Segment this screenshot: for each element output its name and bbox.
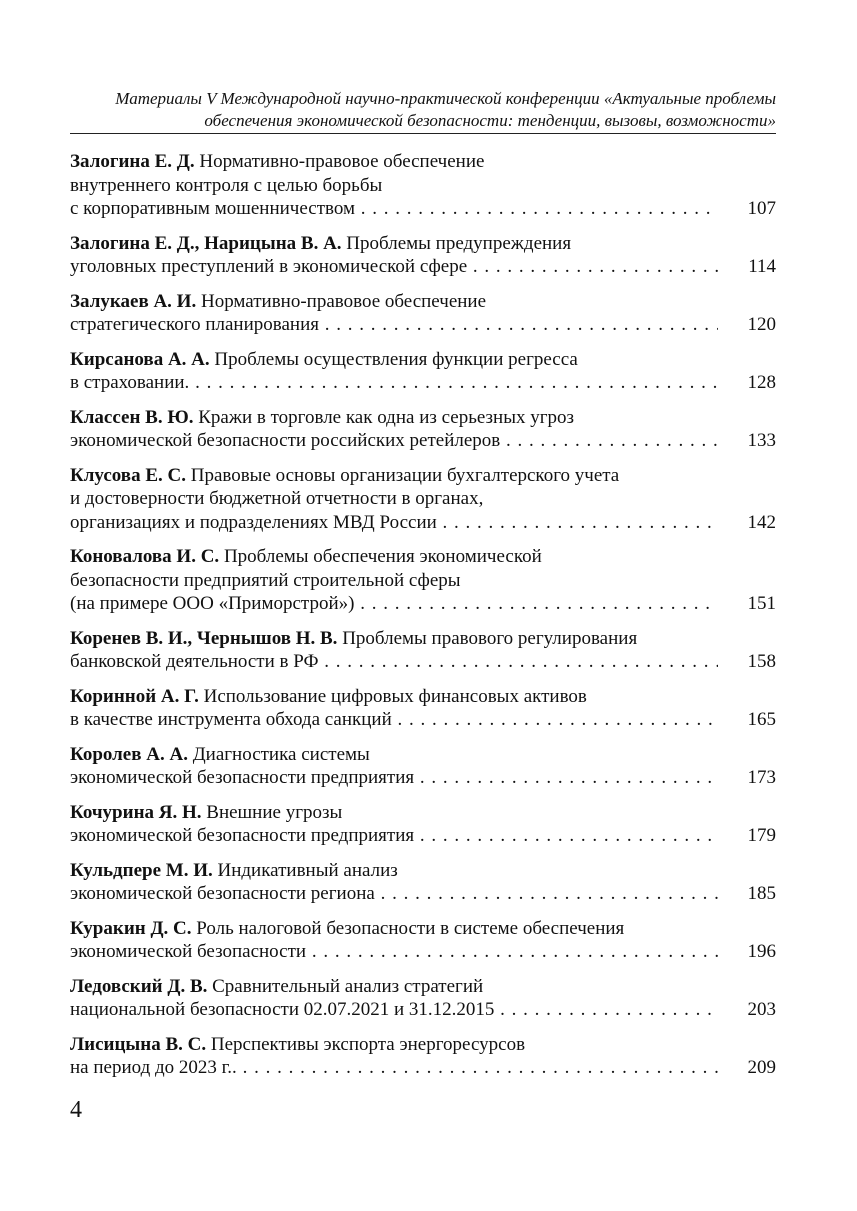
toc-entry-title-with-leader [70, 882, 718, 906]
toc-entry-page-number: 209 [747, 1057, 776, 1078]
toc-entry-line [70, 1033, 776, 1057]
toc-entry-line [70, 743, 776, 767]
toc-entry-title-with-leader [70, 429, 718, 453]
toc-entry [70, 801, 776, 848]
toc-entry-last-line [70, 313, 776, 337]
toc-entry-title-text: организациях и подразделениях МВД России [70, 511, 437, 533]
toc-entry-page-number: 173 [747, 767, 776, 788]
toc-entry-title-text: и достоверности бюджетной отчетности в органах, [70, 488, 484, 509]
toc-entry-page-number: 151 [747, 593, 776, 614]
toc-entry-title-text: в страховании. [70, 372, 190, 393]
toc-entry-last-line [70, 197, 776, 221]
toc-entry-authors: Ледовский Д. В. [70, 975, 208, 997]
toc-entry [70, 743, 776, 790]
toc-entry-last-line [70, 650, 776, 674]
toc-entry-title-text: Диагностика системы [192, 743, 370, 765]
toc-entry-page-number: 203 [747, 999, 776, 1020]
toc-entry-line [70, 348, 776, 372]
toc-entry-last-line [70, 998, 776, 1022]
toc-entry-authors: Залогина Е. Д. [70, 151, 195, 172]
running-header-line-1: Материалы V Международной научно-практической конференции «Актуальные проблемы [115, 89, 776, 108]
toc-entry-line [70, 406, 776, 430]
toc-entry-last-line [70, 766, 776, 790]
toc-entry-title-text: Использование цифровых финансовых активов [203, 685, 587, 707]
toc-entry-page-number: 185 [747, 883, 776, 904]
toc-entry-authors: Куракин Д. С. [70, 917, 192, 939]
toc-entry-authors: Залукаев А. И. [70, 290, 197, 312]
toc-entry-title-text: Правовые основы организации бухгалтерского учета [190, 464, 620, 486]
toc-entry-line [70, 685, 776, 709]
toc-entry-title-text: банковской деятельности в РФ [70, 651, 319, 672]
toc-entry-authors: Кочурина Я. Н. [70, 801, 202, 823]
toc-entry-last-line [70, 592, 776, 616]
toc-entry-title-text: Проблемы предупреждения [346, 232, 572, 254]
toc-entry-title-text: экономической безопасности предприятия [70, 825, 415, 846]
toc-entry-title-text: Роль налоговой безопасности в системе обеспечения [196, 917, 625, 939]
toc-entry-title-with-leader [70, 371, 718, 395]
toc-entry-line [70, 917, 776, 941]
toc-entry-line [70, 290, 776, 314]
running-header [70, 88, 776, 132]
toc-entry-line [70, 487, 776, 511]
toc-entry-page-number: 107 [747, 198, 776, 219]
toc-entry-title-text: с корпоративным мошенничеством [70, 198, 355, 219]
toc-entry-title-text: экономической безопасности [70, 941, 307, 962]
header-divider [70, 133, 776, 134]
toc-entry-last-line [70, 882, 776, 906]
toc-entry-line [70, 232, 776, 256]
toc-entry [70, 348, 776, 395]
toc-entry-authors: Кульдпере М. И. [70, 859, 213, 881]
toc-entry-title-text: Перспективы экспорта энергоресурсов [210, 1033, 526, 1055]
toc-entry [70, 290, 776, 337]
toc-entry-title-text: экономической безопасности предприятия [70, 767, 415, 788]
table-of-contents [70, 150, 776, 1091]
toc-entry-title-with-leader [70, 255, 718, 279]
toc-entry-title-with-leader [70, 197, 718, 221]
toc-entry-authors: Коринной А. Г. [70, 685, 199, 707]
toc-entry-line [70, 174, 776, 198]
toc-entry-line [70, 859, 776, 883]
toc-entry-line [70, 975, 776, 999]
toc-entry [70, 1033, 776, 1080]
toc-entry-line [70, 545, 776, 569]
toc-entry-title-text: Индикативный анализ [217, 859, 398, 881]
toc-entry-page-number: 128 [747, 372, 776, 393]
toc-entry-page-number: 142 [747, 511, 776, 533]
toc-entry [70, 464, 776, 535]
toc-entry-title-text: на период до 2023 г.. [70, 1057, 237, 1078]
toc-entry-authors: Лисицына В. С. [70, 1033, 207, 1055]
page-number: 4 [70, 1097, 82, 1123]
toc-entry [70, 975, 776, 1022]
toc-entry-title-with-leader [70, 313, 718, 337]
toc-entry-last-line [70, 429, 776, 453]
toc-entry [70, 545, 776, 616]
toc-entry-title-text: национальной безопасности 02.07.2021 и 31.12.2015 [70, 999, 495, 1020]
toc-entry-page-number: 120 [747, 314, 776, 335]
toc-entry [70, 859, 776, 906]
toc-entry-title-text: в качестве инструмента обхода санкций [70, 709, 392, 730]
toc-entry-title-text: Проблемы обеспечения экономической [223, 546, 542, 567]
toc-entry [70, 406, 776, 453]
toc-entry-last-line [70, 1056, 776, 1080]
toc-entry-title-with-leader [70, 511, 718, 535]
toc-entry-title-with-leader [70, 940, 718, 964]
toc-entry-authors: Классен В. Ю. [70, 406, 194, 428]
toc-entry-title-text: экономической безопасности региона [70, 883, 375, 904]
toc-entry-title-text: стратегического планирования [70, 314, 319, 335]
toc-entry-line [70, 569, 776, 593]
toc-entry-line [70, 464, 776, 488]
toc-entry [70, 232, 776, 279]
toc-entry-title-with-leader [70, 592, 718, 616]
toc-entry-line [70, 801, 776, 825]
toc-entry-title-text: безопасности предприятий строительной сферы [70, 569, 461, 591]
toc-entry-line [70, 150, 776, 174]
toc-entry-title-text: Проблемы осуществления функции регресса [214, 348, 578, 370]
toc-entry-authors: Королев А. А. [70, 743, 188, 765]
toc-entry-title-with-leader [70, 998, 718, 1022]
toc-entry-last-line [70, 511, 776, 535]
toc-entry-last-line [70, 708, 776, 732]
toc-entry-page-number: 133 [747, 430, 776, 451]
toc-entry-title-with-leader [70, 1056, 718, 1080]
toc-entry-title-with-leader [70, 766, 718, 790]
running-header-line-2: обеспечения экономической безопасности: тенденции, вызовы, возможности» [204, 111, 776, 130]
toc-entry-page-number: 114 [748, 256, 776, 277]
toc-entry-line [70, 627, 776, 651]
toc-entry-last-line [70, 371, 776, 395]
toc-entry-title-with-leader [70, 824, 718, 848]
toc-entry-title-with-leader [70, 708, 718, 732]
toc-entry-page-number: 179 [747, 825, 776, 846]
toc-entry [70, 150, 776, 221]
toc-entry-last-line [70, 824, 776, 848]
toc-entry-title-text: Внешние угрозы [206, 801, 343, 823]
toc-entry [70, 685, 776, 732]
toc-entry-title-text: экономической безопасности российских ретейлеров [70, 430, 501, 451]
toc-entry-authors: Залогина Е. Д., Нарицына В. А. [70, 232, 342, 254]
toc-entry-authors: Кирсанова А. А. [70, 348, 210, 370]
toc-entry-authors: Коренев В. И., Чернышов Н. В. [70, 627, 338, 649]
toc-entry [70, 627, 776, 674]
toc-entry-authors: Клусова Е. С. [70, 464, 186, 486]
toc-entry-title-text: уголовных преступлений в экономической сфере [70, 256, 468, 277]
toc-entry-title-text: Нормативно-правовое обеспечение [200, 290, 487, 312]
toc-entry-page-number: 165 [747, 709, 776, 730]
toc-entry-last-line [70, 940, 776, 964]
toc-entry-page-number: 196 [747, 941, 776, 962]
toc-entry [70, 917, 776, 964]
toc-entry-title-text: Нормативно-правовое обеспечение [199, 151, 485, 172]
toc-entry-title-text: внутреннего контроля с целью борьбы [70, 174, 383, 196]
toc-entry-title-text: Проблемы правового регулирования [342, 627, 638, 649]
toc-entry-title-text: Сравнительный анализ стратегий [212, 975, 484, 997]
toc-entry-page-number: 158 [747, 651, 776, 672]
toc-entry-title-text: Кражи в торговле как одна из серьезных угроз [198, 406, 575, 428]
toc-entry-last-line [70, 255, 776, 279]
toc-entry-title-text: (на примере ООО «Приморстрой») [70, 593, 355, 614]
toc-entry-title-with-leader [70, 650, 718, 674]
toc-entry-authors: Коновалова И. С. [70, 546, 220, 567]
